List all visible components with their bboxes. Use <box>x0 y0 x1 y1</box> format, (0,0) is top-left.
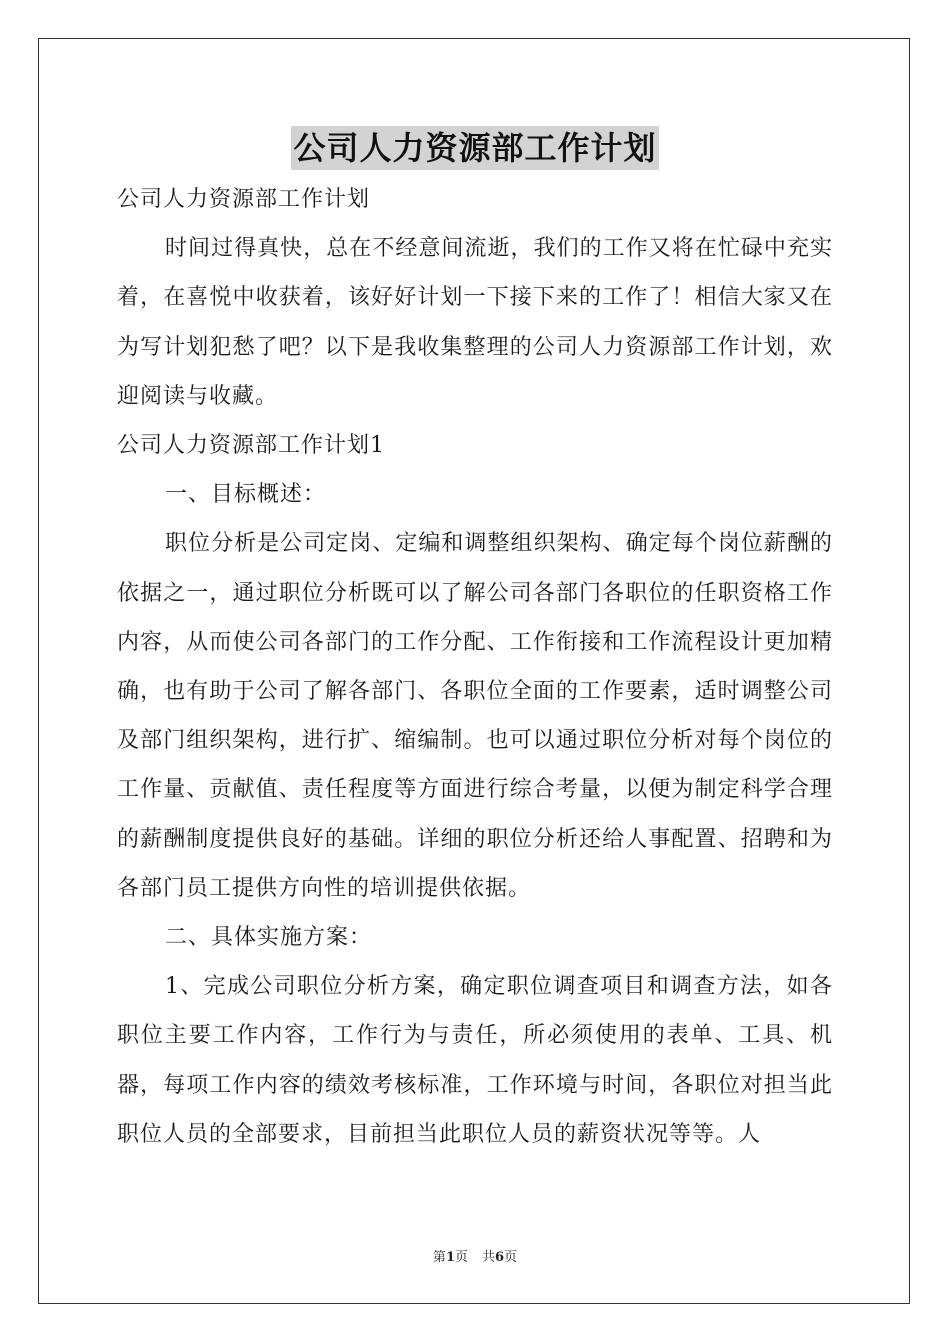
page-total: 6 <box>495 1250 505 1265</box>
document-title: 公司人力资源部工作计划 <box>291 126 658 170</box>
page-current: 1 <box>445 1250 455 1265</box>
total-prefix: 共 <box>482 1250 496 1265</box>
paragraph: 职位分析是公司定岗、定编和调整组织架构、确定每个岗位薪酬的依据之一，通过职位分析既可以了解公司各部门各职位的任职资格工作内容，从而使公司各部门的工作分配、工作衔接和工作流程设计更加精确，也有助于公司了解各部门、各职位全面的工作要素，适时调整公司及部门组织架构，进行扩、缩编制。也可以通过职位分析对每个岗位的工作量、贡献值、责任程度等方面进行综合考量，以便为制定科学合理的薪酬制度提供良好的基础。详细的职位分析还给人事配置、招聘和为各部门员工提供方向性的培训提供依据。 <box>117 531 833 901</box>
page-prefix: 第 <box>432 1250 446 1265</box>
page-footer <box>0 1246 950 1265</box>
section-heading: 二、具体实施方案： <box>165 925 373 951</box>
total-suffix: 页 <box>504 1250 518 1265</box>
document-body <box>117 175 833 1159</box>
title-container <box>0 126 950 170</box>
section-heading: 一、目标概述： <box>165 482 327 508</box>
section-heading: 公司人力资源部工作计划1 <box>117 433 385 459</box>
paragraph: 1、完成公司职位分析方案，确定职位调查项目和调查方法，如各职位主要工作内容，工作行为与责任，所必须使用的表单、工具、机器，每项工作内容的绩效考核标准，工作环境与时间，各职位对担当此职位人员的全部要求，目前担当此职位人员的薪资状况等等。人 <box>117 974 833 1147</box>
paragraph: 公司人力资源部工作计划 <box>117 187 371 212</box>
paragraph: 时间过得真快，总在不经意间流逝，我们的工作又将在忙碌中充实着，在喜悦中收获着，该好好计划一下接下来的工作了！相信大家又在为写计划犯愁了吧？以下是我收集整理的公司人力资源部工作计划，欢迎阅读与收藏。 <box>117 236 833 409</box>
page-suffix: 页 <box>454 1250 468 1265</box>
